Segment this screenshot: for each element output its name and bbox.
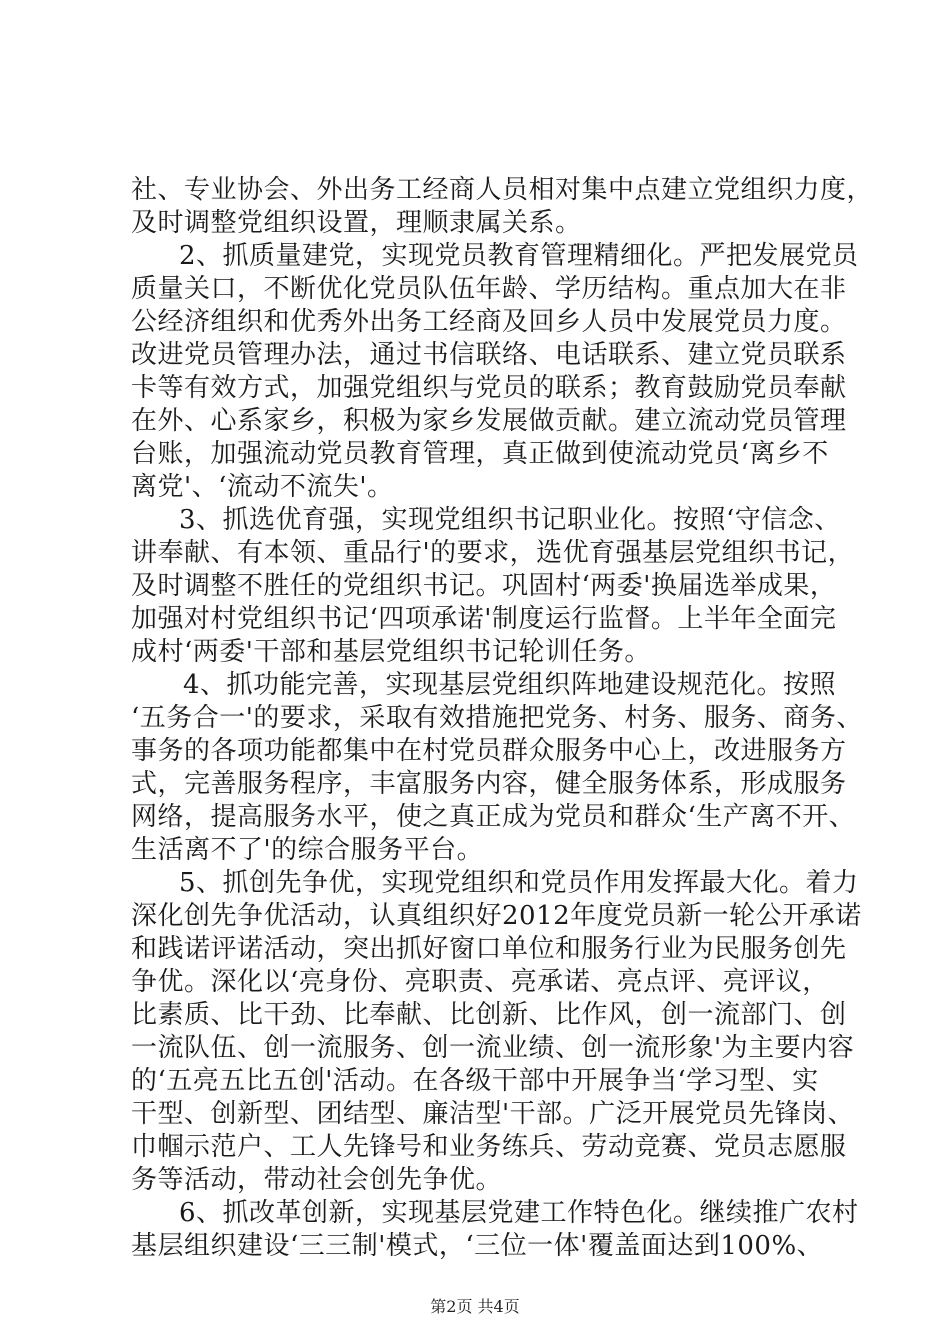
text-line: 质量关口，不断优化党员队伍年龄、学历结构。重点加大在非 [131, 274, 847, 304]
text-line: ‘五务合一'的要求，采取有效措施把党务、村务、服务、商务、 [131, 703, 863, 733]
page-number-footer: 第2页 共4页 [430, 1297, 520, 1316]
text-line: 生活离不了'的综合服务平台。 [131, 835, 484, 865]
text-line: 事务的各项功能都集中在村党员群众服务中心上，改进服务方 [131, 736, 847, 766]
text-line: 5、抓创先争优，实现党组织和党员作用发挥最大化。着力 [179, 868, 859, 898]
text-line: 社、专业协会、外出务工经商人员相对集中点建立党组织力度， [131, 175, 874, 205]
text-line: 台账，加强流动党员教育管理，真正做到使流动党员‘离乡不 [131, 439, 829, 469]
text-line: 4、抓功能完善，实现基层党组织阵地建设规范化。按照 [183, 670, 837, 700]
text-line: 2、抓质量建党，实现党员教育管理精细化。严把发展党员 [179, 241, 859, 271]
text-line: 3、抓选优育强，实现党组织书记职业化。按照‘守信念、 [179, 505, 841, 535]
text-line: 改进党员管理办法，通过书信联络、电话联系、建立党员联系 [131, 340, 847, 370]
text-line: 成村‘两委'干部和基层党组织书记轮训任务。 [131, 637, 651, 667]
text-line: 务等活动，带动社会创先争优。 [131, 1165, 503, 1195]
text-line: 深化创先争优活动，认真组织好2012年度党员新一轮公开承诺 [131, 901, 862, 931]
text-line: 式，完善服务程序，丰富服务内容，健全服务体系，形成服务 [131, 769, 847, 799]
text-line: 6、抓改革创新，实现基层党建工作特色化。继续推广农村 [179, 1198, 859, 1228]
text-line: 讲奉献、有本领、重品行'的要求，选优育强基层党组织书记， [131, 538, 855, 568]
text-line: 离党'、‘流动不流失'。 [131, 472, 394, 502]
text-line: 及时调整不胜任的党组织书记。巩固村‘两委'换届选举成果， [131, 571, 837, 601]
text-line: 干型、创新型、团结型、廉洁型'干部。广泛开展党员先锋岗、 [131, 1099, 855, 1129]
text-line: 争优。深化以‘亮身份、亮职责、亮承诺、亮点评、亮评议， [131, 967, 829, 997]
text-line: 卡等有效方式，加强党组织与党员的联系；教育鼓励党员奉献 [131, 373, 847, 403]
text-line: 网络，提高服务水平，使之真正成为党员和群众‘生产离不开、 [131, 802, 856, 832]
text-line: 和践诺评诺活动，突出抓好窗口单位和服务行业为民服务创先 [131, 934, 847, 964]
text-line: 公经济组织和优秀外出务工经商及回乡人员中发展党员力度。 [131, 307, 847, 337]
text-line: 加强对村党组织书记‘四项承诺'制度运行监督。上半年全面完 [131, 604, 837, 634]
text-line: 的‘五亮五比五创'活动。在各级干部中开展争当‘学习型、实 [131, 1066, 819, 1096]
text-line: 在外、心系家乡，积极为家乡发展做贡献。建立流动党员管理 [131, 406, 847, 436]
text-line: 基层组织建设‘三三制'模式，‘三位一体'覆盖面达到100%、 [131, 1231, 824, 1261]
text-line: 及时调整党组织设置，理顺隶属关系。 [131, 208, 582, 238]
text-line: 巾帼示范户、工人先锋号和业务练兵、劳动竞赛、党员志愿服 [131, 1132, 847, 1162]
text-line: 比素质、比干劲、比奉献、比创新、比作风，创一流部门、创 [131, 1000, 847, 1030]
text-line: 一流队伍、创一流服务、创一流业绩、创一流形象'为主要内容 [131, 1033, 855, 1063]
